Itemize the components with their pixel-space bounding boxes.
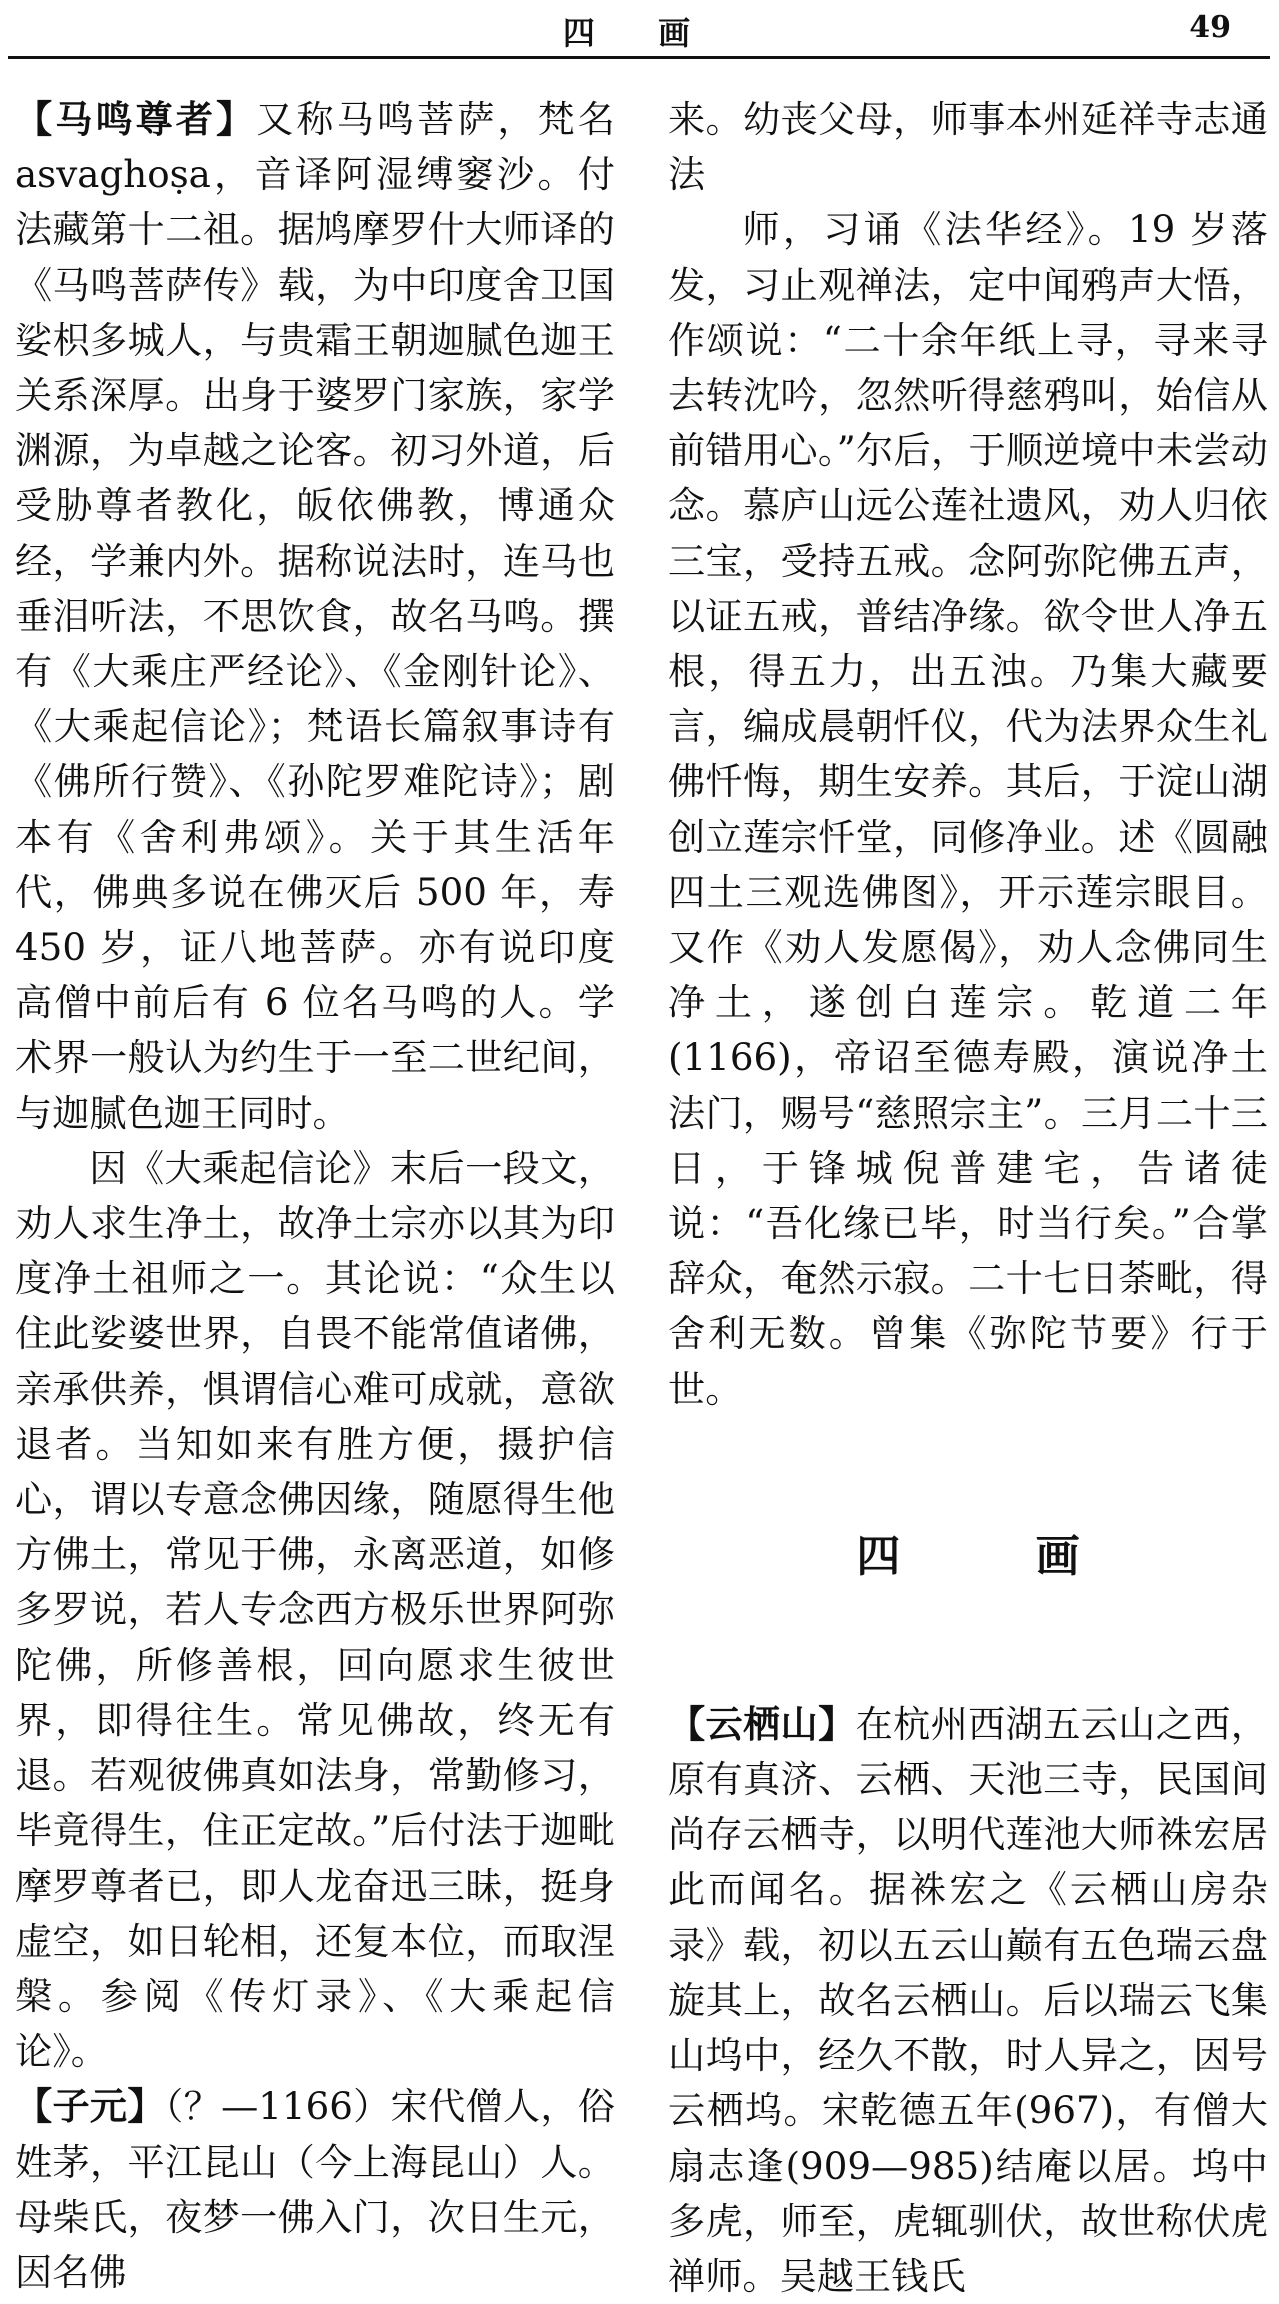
- right-column: [668, 92, 1268, 2304]
- section-heading: 四 画: [856, 1530, 1140, 1582]
- entry-zi-yuan: [15, 2079, 615, 2300]
- entry-paragraph: 因《大乘起信论》末后一段文，劝人求生净土，故净土宗亦以其为印度净土祖师之一。其论说：“众生以住此娑婆世界，自畏不能常值诸佛，亲承供养，惧谓信心难可成就，意欲退者。当知如来有胜方便，摄护信心，谓以专意念佛因缘，随愿得生他方佛土，常见于佛，永离恶道，如修多罗说，若人专念西方极乐世界阿弥陀佛，所修善根，回向愿求生彼世界，即得往生。常见佛故，终无有退。若观彼佛真如法身，常勤修习，毕竟得生，住正定故。”后付法于迦毗摩罗尊者已，即人龙奋迅三昧，挺身虚空，如日轮相，还复本位，而取涅槃。参阅《传灯录》、《大乘起信论》。: [15, 1145, 615, 2074]
- entry-headword: 【子元】: [15, 2084, 165, 2129]
- entry-ma-ming: [15, 92, 615, 1141]
- entry-headword: 【云栖山】: [668, 1701, 856, 1746]
- page-number: 49: [1189, 10, 1231, 45]
- entry-text: （？—1166）宋代僧人，俗姓茅，平江昆山（今上海昆山）人。母柴氏，夜梦一佛入门，次日生元，因名佛: [15, 2084, 615, 2294]
- entry-paragraph: 师，习诵《法华经》。19 岁落发，习止观禅法，定中闻鸦声大悟，作颂说：“二十余年纸上寻，寻来寻去转沈吟，忽然听得慈鸦叫，始信从前错用心。”尔后，于顺逆境中未尝动念。慕庐山远公莲社遗风，劝人归依三宝，受持五戒。念阿弥陀佛五声，以证五戒，普结净缘。欲令世人净五根，得五力，出五浊。乃集大藏要言，编成晨朝忏仪，代为法界众生礼佛忏悔，期生安养。其后，于淀山湖创立莲宗忏堂，同修净业。述《圆融四土三观选佛图》，开示莲宗眼目。又作《劝人发愿偈》，劝人念佛同生净土，遂创白莲宗。乾道二年(1166)，帝诏至德寿殿，演说净土法门，赐号“慈照宗主”。三月二十三日，于锋城倪普建宅，告诸徒说：“吾化缘已毕，时当行矣。”合掌辞众，奄然示寂。二十七日荼毗，得舍利无数。曾集《弥陀节要》行于世。: [668, 207, 1268, 1411]
- entry-text: 在杭州西湖五云山之西，原有真济、云栖、天池三寺，民国间尚存云栖寺，以明代莲池大师袾宏居此而闻名。据袾宏之《云栖山房杂录》载，初以五云山巅有五色瑞云盘旋其上，故名云栖山。后以瑞云飞集山坞中，经久不散，时人异之，因号云栖坞。宋乾德五年(967)，有僧大扇志逢(909—985)结庵以居。坞中多虎，师至，虎辄驯伏，故世称伏虎禅师。吴越王钱氏: [668, 1701, 1268, 2298]
- header-rule: [8, 56, 1270, 59]
- entry-continuation: 来。幼丧父母，师事本州延祥寺志通法: [668, 97, 1268, 197]
- page-header: [0, 0, 1279, 58]
- left-column: [15, 92, 615, 2300]
- entry-yun-qi-shan: [668, 1697, 1268, 2304]
- running-head: 四 画: [562, 14, 717, 52]
- entry-text: 又称马鸣菩萨，梵名 asvaghoṣa，音译阿湿缚窭沙。付法藏第十二祖。据鸠摩罗什大师译的《马鸣菩萨传》载，为中印度舍卫国娑枳多城人，与贵霜王朝迦腻色迦王关系深厚。出身于婆罗门家族，家学渊源，为卓越之论客。初习外道，后受胁尊者教化，皈依佛教，博通众经，学兼内外。据称说法时，连马也垂泪听法，不思饮食，故名马鸣。撰有《大乘庄严经论》、《金刚针论》、《大乘起信论》；梵语长篇叙事诗有《佛所行赞》、《孙陀罗难陀诗》；剧本有《舍利弗颂》。关于其生活年代，佛典多说在佛灭后 500 年，寿 450 岁，证八地菩萨。亦有说印度高僧中前后有 6 位名马鸣的人。学术界一般认为约生于一至二世纪间，与迦腻色迦王同时。: [15, 97, 615, 1135]
- entry-headword: 【马鸣尊者】: [15, 97, 257, 141]
